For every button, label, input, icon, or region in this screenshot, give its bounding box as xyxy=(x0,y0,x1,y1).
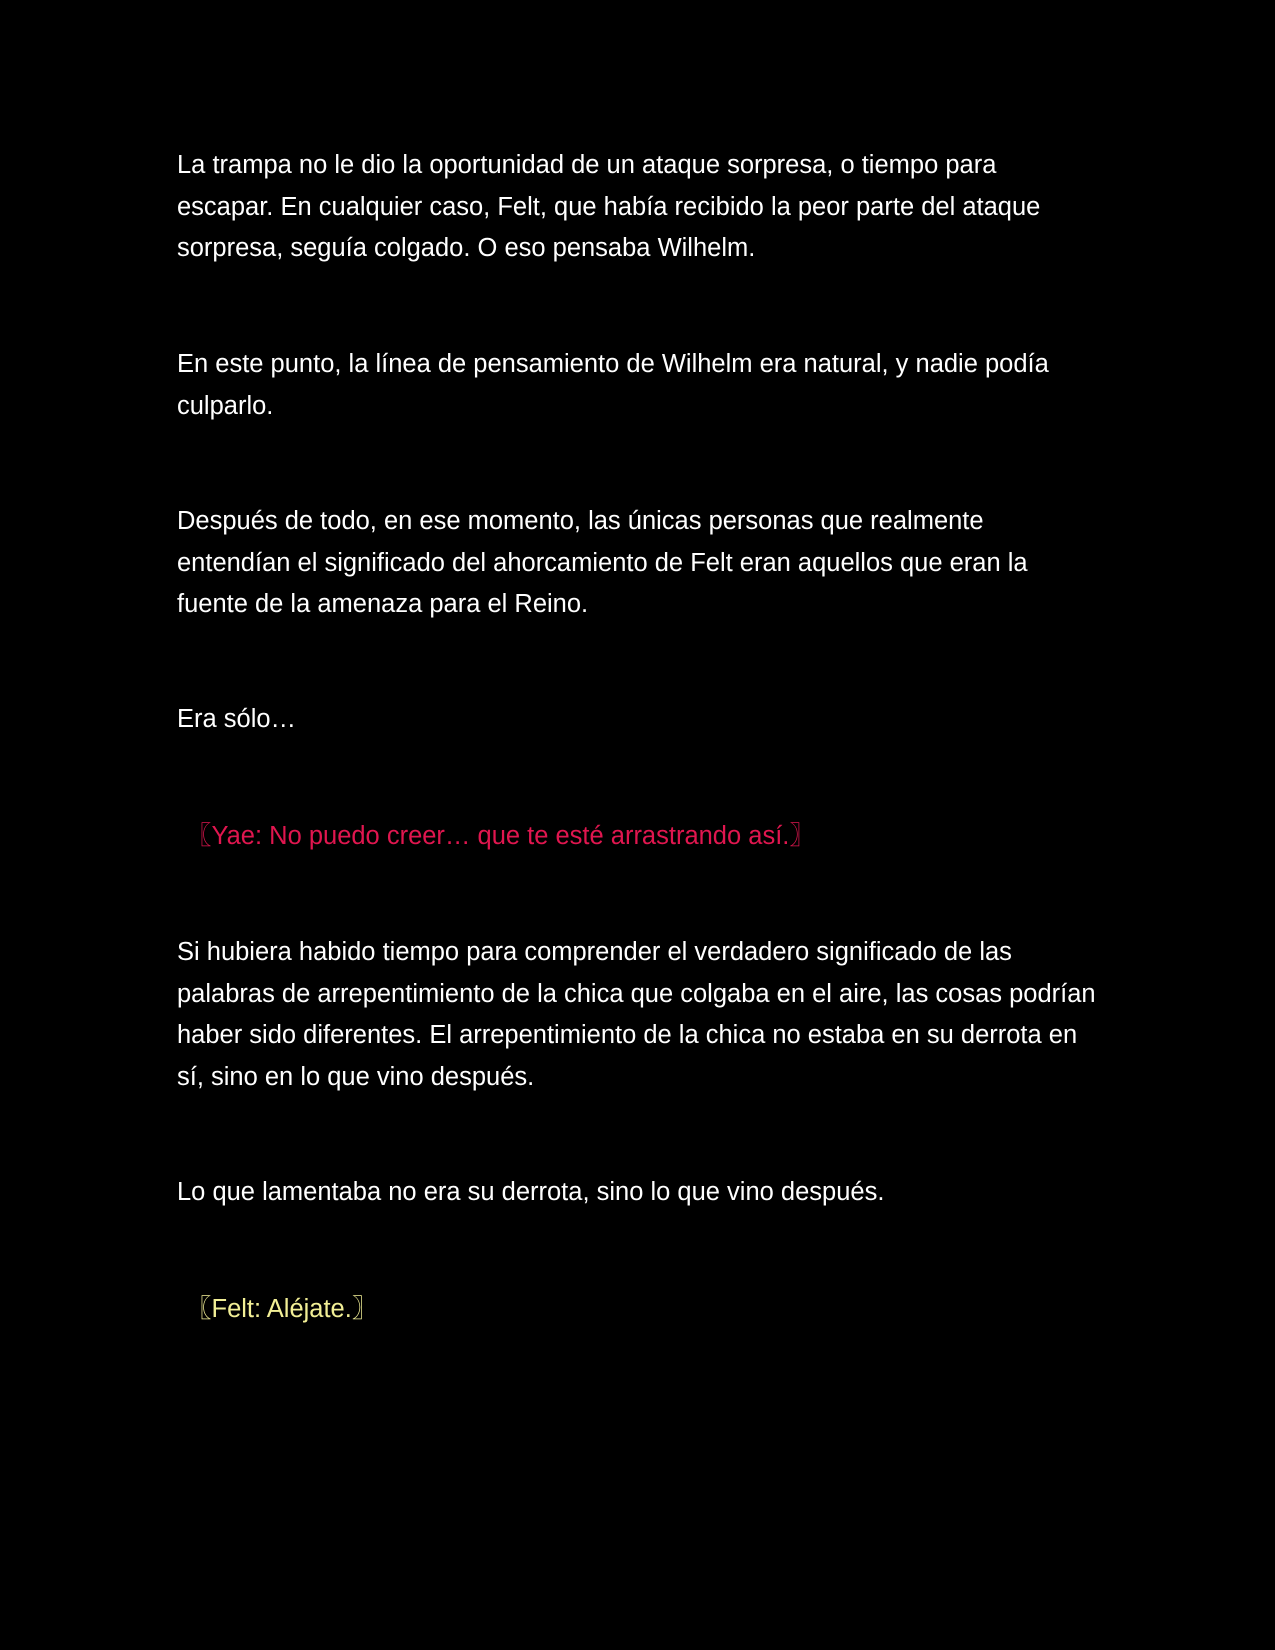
paragraph-regret: Si hubiera habido tiempo para comprender el verdadero significado de las palabras de arrepentimiento de la chica que colgaba en el aire, las cosas podrían haber sido diferentes. El arrepentimiento de la chica no estaba en su derrota en sí, sino en lo que vino después. xyxy=(177,938,1096,1091)
paragraph-lamentaba: Lo que lamentaba no era su derrota, sino lo que vino después. xyxy=(177,1178,885,1206)
dialogue-yae: 〖Yae: No puedo creer… que te esté arrastrando así.〗 xyxy=(186,822,815,850)
paragraph-wilhelm-thought: En este punto, la línea de pensamiento de Wilhelm era natural, y nadie podía culparlo. xyxy=(177,350,1049,420)
paragraph-era-solo: Era sólo… xyxy=(177,705,297,733)
dialogue-felt: 〖Felt: Aléjate.〗 xyxy=(186,1295,378,1323)
paragraph-trap: La trampa no le dio la oportunidad de un ataque sorpresa, o tiempo para escapar. En cualquier caso, Felt, que había recibido la peor parte del ataque sorpresa, seguía colgado. O eso pensaba Wilhelm. xyxy=(177,151,1041,262)
paragraph-after-all: Después de todo, en ese momento, las únicas personas que realmente entendían el significado del ahorcamiento de Felt eran aquellos que eran la fuente de la amenaza para el Reino. xyxy=(177,507,1028,618)
